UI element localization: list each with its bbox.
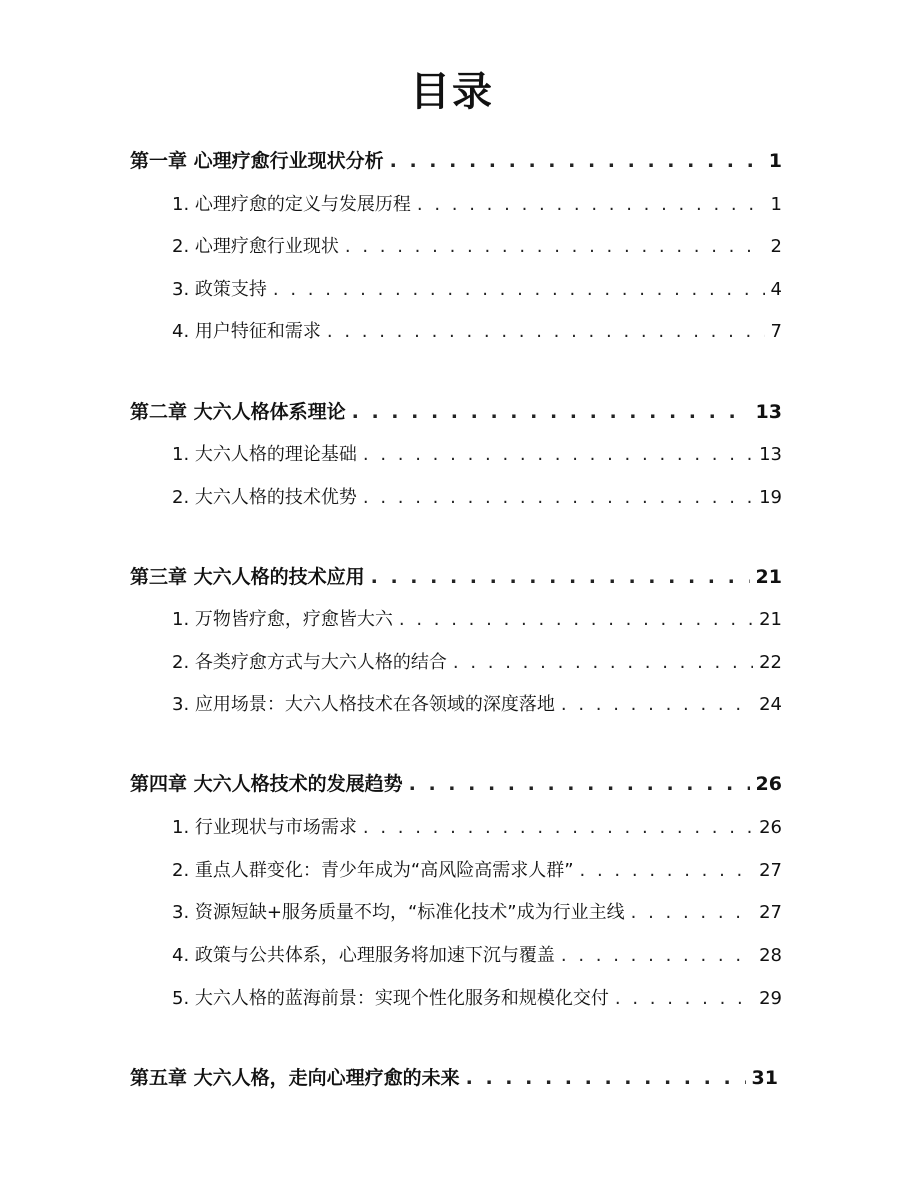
section-title: 1. 大六人格的理论基础 — [172, 444, 357, 465]
toc-section-2-1[interactable] — [172, 440, 782, 466]
chapter-title: 第五章 大六人格，走向心理疗愈的未来 — [130, 1067, 460, 1089]
section-title: 4. 政策与公共体系，心理服务将加速下沉与覆盖 — [172, 945, 555, 966]
dot-leader — [399, 609, 753, 630]
page-number: 13 — [759, 444, 782, 465]
toc-section-1-4[interactable] — [172, 317, 782, 343]
chapter-title: 第一章 心理疗愈行业现状分析 — [130, 150, 384, 172]
chapter-title: 第三章 大六人格的技术应用 — [130, 566, 365, 588]
page-number: 13 — [755, 401, 782, 423]
toc-section-3-1[interactable] — [172, 605, 782, 631]
dot-leader — [453, 652, 753, 673]
toc-chapter-2[interactable] — [130, 397, 782, 424]
section-title: 1. 行业现状与市场需求 — [172, 817, 357, 838]
section-title: 3. 政策支持 — [172, 279, 267, 300]
page-number: 1 — [770, 194, 782, 215]
page-number: 27 — [759, 860, 782, 881]
dot-leader — [417, 194, 765, 215]
chapter-title: 第二章 大六人格体系理论 — [130, 401, 346, 423]
page-number: 26 — [755, 773, 782, 795]
page-number: 21 — [755, 566, 782, 588]
dot-leader — [631, 902, 753, 923]
dot-leader — [561, 945, 753, 966]
section-title: 2. 各类疗愈方式与大六人格的结合 — [172, 652, 447, 673]
section-title: 2. 大六人格的技术优势 — [172, 487, 357, 508]
dot-leader — [327, 321, 765, 342]
dot-leader — [352, 401, 750, 423]
toc-section-3-2[interactable] — [172, 648, 782, 674]
dot-leader — [466, 1067, 746, 1089]
page-number: 4 — [770, 279, 782, 300]
page-number: 7 — [770, 321, 782, 342]
page-number: 24 — [759, 694, 782, 715]
toc-section-4-4[interactable] — [172, 941, 782, 967]
toc-chapter-3[interactable] — [130, 562, 782, 589]
page-number: 1 — [768, 150, 782, 172]
chapter-title: 第四章 大六人格技术的发展趋势 — [130, 773, 403, 795]
toc-section-1-3[interactable] — [172, 275, 782, 301]
toc-section-1-1[interactable] — [172, 190, 782, 216]
dot-leader — [390, 150, 763, 172]
dot-leader — [363, 817, 753, 838]
section-title: 2. 重点人群变化：青少年成为“高风险高需求人群” — [172, 860, 574, 881]
toc-chapter-5[interactable] — [130, 1063, 778, 1090]
section-title: 1. 心理疗愈的定义与发展历程 — [172, 194, 411, 215]
dot-leader — [345, 236, 765, 257]
section-title: 2. 心理疗愈行业现状 — [172, 236, 339, 257]
page-number: 27 — [759, 902, 782, 923]
toc-chapter-4[interactable] — [130, 769, 782, 796]
toc-section-2-2[interactable] — [172, 483, 782, 509]
section-title: 3. 资源短缺+服务质量不均，“标准化技术”成为行业主线 — [172, 902, 625, 923]
dot-leader — [580, 860, 754, 881]
section-title: 4. 用户特征和需求 — [172, 321, 321, 342]
section-title: 1. 万物皆疗愈，疗愈皆大六 — [172, 609, 393, 630]
section-title: 3. 应用场景：大六人格技术在各领域的深度落地 — [172, 694, 555, 715]
dot-leader — [363, 444, 753, 465]
toc-section-4-3[interactable] — [172, 898, 782, 924]
page-title: 目录 — [410, 69, 494, 115]
page-number: 2 — [770, 236, 782, 257]
page-number: 31 — [751, 1067, 778, 1089]
toc-section-4-1[interactable] — [172, 813, 782, 839]
dot-leader — [363, 487, 753, 508]
page-number: 22 — [759, 652, 782, 673]
page-number: 28 — [759, 945, 782, 966]
dot-leader — [615, 988, 753, 1009]
toc-section-4-2[interactable] — [172, 856, 782, 882]
page-number: 21 — [759, 609, 782, 630]
section-title: 5. 大六人格的蓝海前景：实现个性化服务和规模化交付 — [172, 988, 609, 1009]
page-number: 26 — [759, 817, 782, 838]
toc-section-3-3[interactable] — [172, 690, 782, 716]
toc-section-1-2[interactable] — [172, 232, 782, 258]
dot-leader — [561, 694, 753, 715]
dot-leader — [409, 773, 750, 795]
page-number: 19 — [759, 487, 782, 508]
dot-leader — [371, 566, 750, 588]
toc-chapter-1[interactable] — [130, 146, 782, 173]
page-number: 29 — [759, 988, 782, 1009]
dot-leader — [273, 279, 765, 300]
toc-section-4-5[interactable] — [172, 984, 782, 1010]
